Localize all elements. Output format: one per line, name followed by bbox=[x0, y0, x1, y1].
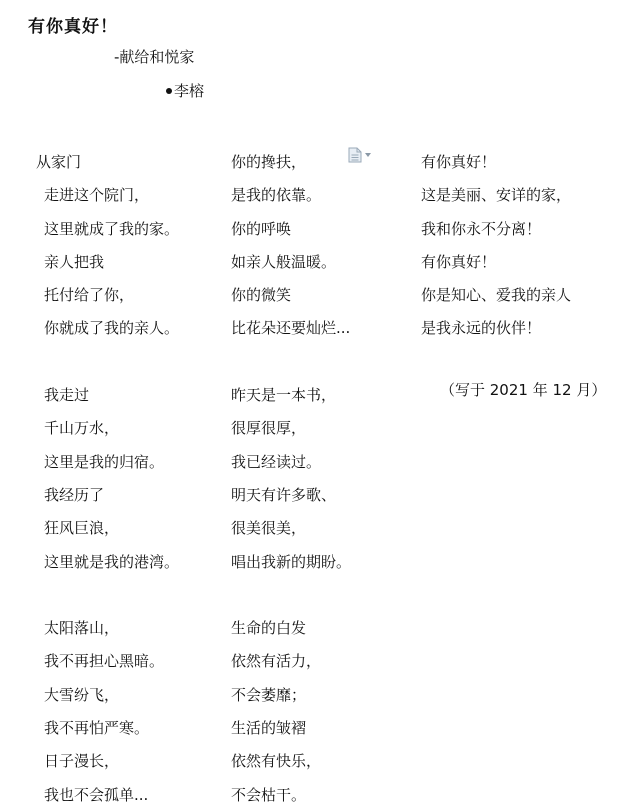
poem-line: 从家门 bbox=[36, 153, 82, 171]
poem-line: 你就成了我的亲人。 bbox=[44, 319, 180, 338]
poem-line: 我不再怕严寒。 bbox=[44, 719, 150, 738]
poem-line: 我和你永不分离！ bbox=[421, 219, 542, 238]
stanza-gap bbox=[231, 579, 351, 612]
stanza-gap bbox=[44, 346, 179, 379]
poem-line: 不会枯干。 bbox=[231, 785, 307, 804]
poem-column-1 bbox=[36, 146, 180, 812]
poem-line: 昨天是一本书， bbox=[231, 386, 337, 405]
poem-line: 亲人把我 bbox=[44, 252, 105, 271]
document-icon bbox=[348, 147, 362, 163]
bullet-icon bbox=[166, 88, 172, 94]
poem-line: 走进这个院门， bbox=[44, 186, 150, 205]
poem-title: 有你真好！ bbox=[28, 17, 118, 37]
poem-line: 我不再担心黑暗。 bbox=[44, 652, 165, 671]
poem-line: 我经历了 bbox=[44, 485, 105, 504]
poem-line: 生命的白发 bbox=[231, 619, 307, 638]
poem-line: 千山万水， bbox=[44, 419, 120, 438]
poem-line: 生活的皱褶 bbox=[231, 719, 307, 738]
paste-options-icon[interactable] bbox=[348, 147, 371, 163]
poem-line: 是我的依靠。 bbox=[231, 186, 322, 205]
poem-line: 很美很美， bbox=[231, 519, 307, 538]
poem-line: 不会萎靡； bbox=[231, 685, 307, 704]
poem-line: 这是美丽、安详的家， bbox=[421, 186, 572, 205]
poem-line: 日子漫长， bbox=[44, 752, 120, 771]
dedication: -献给和悦家 bbox=[114, 48, 195, 66]
poem-line: 你的微笑 bbox=[231, 286, 292, 305]
poem-line: 这里是我的归宿。 bbox=[44, 452, 165, 471]
poem-line: 你的搀扶， bbox=[231, 153, 307, 171]
poem-line: 托付给了你， bbox=[44, 286, 135, 305]
poem-line: 我走过 bbox=[44, 386, 90, 405]
poem-line: 大雪纷飞， bbox=[44, 685, 120, 704]
stanza-gap bbox=[44, 579, 179, 612]
poem-line: 我已经读过。 bbox=[231, 452, 322, 471]
poem-line: 这里就成了我的家。 bbox=[44, 219, 180, 238]
poem-line: 比花朵还要灿烂... bbox=[231, 319, 351, 338]
poem-line: 唱出我新的期盼。 bbox=[231, 552, 352, 571]
poem-line: 很厚很厚， bbox=[231, 419, 307, 438]
poem-line: 你是知心、爱我的亲人 bbox=[421, 286, 572, 305]
stanza-gap bbox=[231, 346, 351, 379]
chevron-down-icon bbox=[365, 153, 371, 157]
poem-line: 我也不会孤单... bbox=[44, 785, 149, 804]
poem-line: 明天有许多歌、 bbox=[231, 485, 337, 504]
poem-column-3 bbox=[421, 146, 571, 346]
poem-column-2 bbox=[231, 146, 351, 812]
poem-line: 太阳落山， bbox=[44, 619, 120, 638]
poem-line: 你的呼唤 bbox=[231, 219, 292, 238]
poem-line: 有你真好！ bbox=[421, 153, 497, 171]
poem-line: 这里就是我的港湾。 bbox=[44, 552, 180, 571]
poem-line: 有你真好！ bbox=[421, 252, 497, 271]
poem-line: 是我永远的伙伴！ bbox=[421, 319, 542, 338]
poem-line: 依然有快乐， bbox=[231, 752, 322, 771]
author-line bbox=[166, 80, 204, 101]
poem-line: 依然有活力， bbox=[231, 652, 322, 671]
author-name: 李榕 bbox=[174, 82, 205, 100]
poem-line: 如亲人般温暖。 bbox=[231, 252, 337, 271]
poem-line: 狂风巨浪， bbox=[44, 519, 120, 538]
date-note: （写于 2021 年 12 月） bbox=[440, 381, 607, 399]
